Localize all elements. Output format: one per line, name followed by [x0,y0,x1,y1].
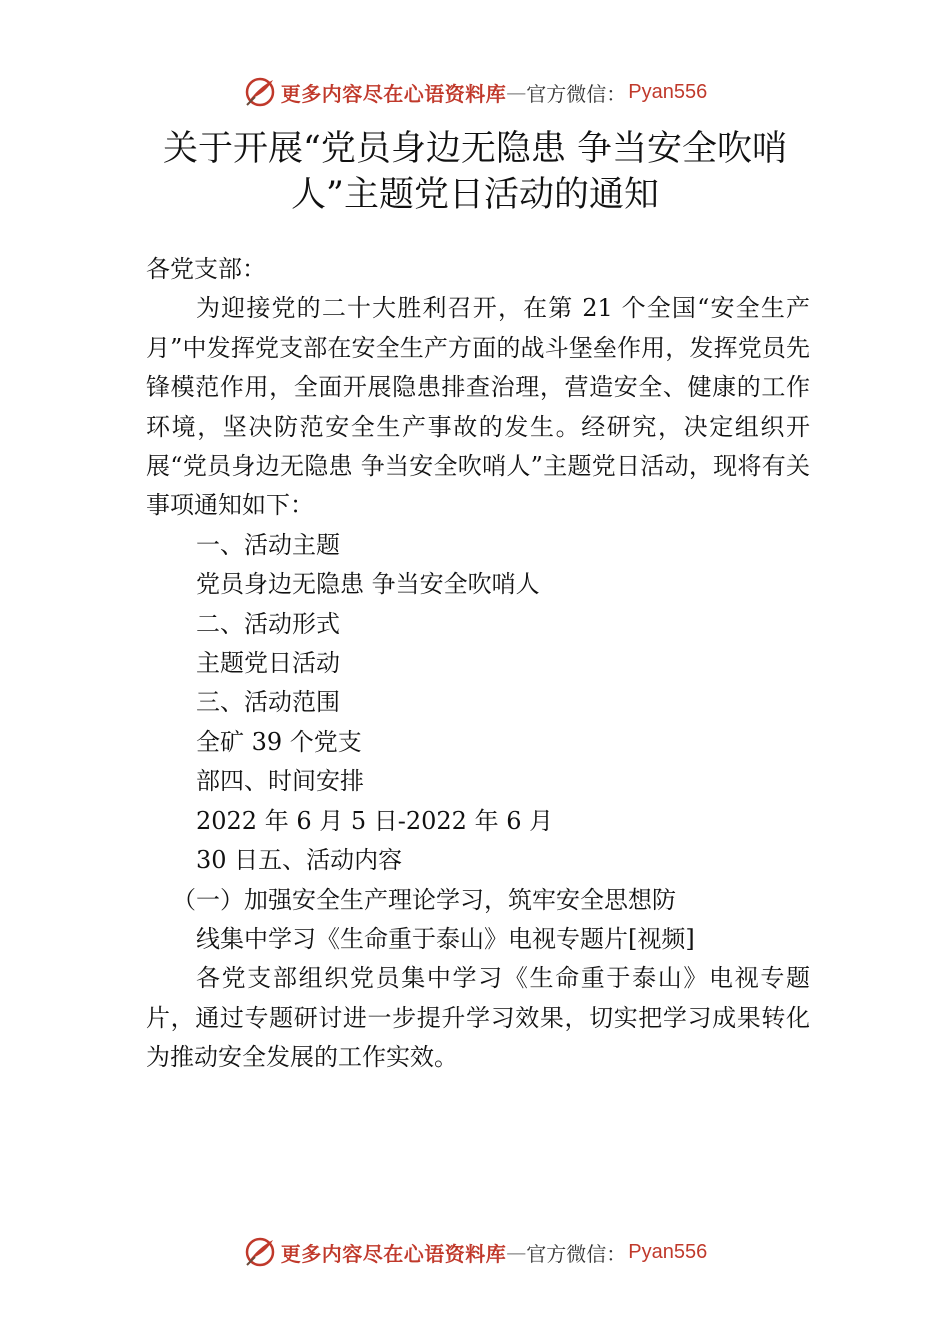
watermark-wechat-label: 官方微信： [526,1241,627,1266]
watermark-wechat-id: Pyan556 [628,1240,708,1263]
document-title: 关于开展“党员身边无隐患 争当安全吹哨人”主题党日活动的通知 [162,129,788,215]
intro-paragraph: 为迎接党的二十大胜利召开，在第 21 个全国“安全生产月”中发挥党支部在安全生产方面的战斗堡垒作用，发挥党员先锋模范作用，全面开展隐患排查治理，营造安全、健康的工作环境，坚决防范安全生产事故的发生。经研究，决定组织开展“党员身边无隐患 争当安全吹哨人”主题党日活动，现将有关事项通知如下： [146,294,810,520]
heading-format: 二、活动形式 [196,609,340,638]
document-body [146,250,810,1078]
watermark-brand: 更多内容尽在心语资料库 [280,1241,507,1266]
heading-theme: 一、活动主题 [196,530,340,559]
watermark-wechat-id: Pyan556 [628,80,708,103]
watermark-header [0,72,950,112]
salutation: 各党支部： [146,255,266,283]
watermark-brand: 更多内容尽在心语资料库 [280,81,507,106]
subheading-study: （一）加强安全生产理论学习，筑牢安全思想防 [172,885,676,914]
watermark-separator: — [506,1240,527,1264]
heading-content: 30 日五、活动内容 [196,846,403,875]
schedule-text: 2022 年 6 月 5 日-2022 年 6 月 [196,806,554,835]
study-text: 线集中学习《生命重于泰山》电视专题片[视频] [196,924,695,953]
watermark-wechat-label: 官方微信： [526,81,627,106]
watermark-separator: — [506,80,527,104]
watermark-footer [0,1232,950,1272]
heading-schedule: 部四、时间安排 [196,767,364,796]
quill-logo-icon [243,1235,277,1269]
theme-text: 党员身边无隐患 争当安全吹哨人 [196,570,540,599]
scope-text: 全矿 39 个党支 [196,727,362,756]
quill-logo-icon [243,75,277,109]
format-text: 主题党日活动 [196,649,340,678]
closing-paragraph: 各党支部组织党员集中学习《生命重于泰山》电视专题片，通过专题研讨进一步提升学习效果，切实把学习成果转化为推动安全发展的工作实效。 [146,964,810,1072]
heading-scope: 三、活动范围 [196,688,340,717]
